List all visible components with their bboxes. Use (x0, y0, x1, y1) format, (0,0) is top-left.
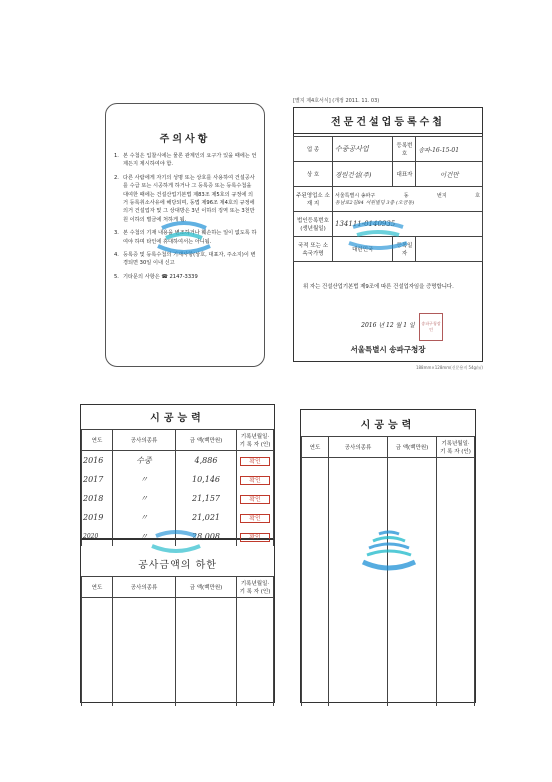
address-ho: 호 (475, 193, 480, 199)
address-value: 동남로2길84 서원빌딩 3층 (오금동) (335, 200, 415, 206)
recorder-stamp (237, 508, 274, 527)
official-seal: 송파구청장인 (419, 313, 443, 341)
certificate-title: 전문건설업등록수첩 (331, 117, 445, 128)
watermark-icon (359, 528, 419, 574)
item-number: 4. (114, 252, 119, 259)
amount-cell: 21,021 (176, 508, 237, 527)
recorder-stamp (237, 489, 274, 508)
column-header: 공사의종류 (113, 430, 176, 451)
nationality-label: 국적 또는 소속국가명 (294, 237, 333, 262)
table-row (82, 508, 274, 527)
stamp-text: 확인 (240, 457, 270, 466)
recorder-stamp (237, 451, 274, 471)
nationality-value: 대한민국 (333, 237, 393, 262)
header-row (302, 437, 475, 458)
item-number: 3. (114, 230, 119, 237)
corporate-number-label: 법인등록번호 (생년월일) (294, 212, 333, 237)
column-header: 연도 (82, 577, 113, 598)
form-number: [별지 제4호서식] (개정 2011. 11. 03) (293, 98, 380, 104)
column-header: 연도 (302, 437, 329, 458)
list-item (114, 152, 258, 169)
table-row (82, 598, 274, 707)
capacity-title: 시공능력 (360, 420, 416, 431)
watermark-icon (154, 214, 214, 254)
kind-cell: 수중 (113, 451, 176, 471)
kind-cell: 〃 (113, 527, 176, 546)
column-header: 공사의종류 (329, 437, 388, 458)
header-row (82, 430, 274, 451)
kind-cell: 〃 (113, 489, 176, 508)
item-text: 본 수첩의 기재 내용을 변조하거나 훼손하는 일이 없도록 하여야 하며 타인에 휴대하여서는 아니됨. (123, 230, 257, 245)
issuer-name: 서울특별시 송파구청장 (350, 345, 426, 354)
notice-title: 주의사항 (159, 134, 211, 145)
representative-value: 이건만 (416, 162, 483, 187)
paper-spec: 188mm×128mm(신문용지 54g/㎡) (415, 365, 483, 370)
item-number: 2. (114, 174, 119, 181)
stamp-text: 확인 (240, 533, 270, 542)
year-cell: 2017 (82, 470, 113, 489)
item-text: 본 수첩은 입찰시에는 물론 관계인의 요구가 있을 때에는 언제든지 제시하여야 함. (123, 153, 257, 168)
notice-card (105, 103, 265, 367)
kind-cell: 〃 (113, 470, 176, 489)
issue-date: 2016 년 12 월 1 일 (361, 322, 415, 329)
address-cell (333, 187, 483, 212)
address-bunji: 번지 (437, 193, 447, 199)
column-header: 기록년월일· 기 록 자 (인) (237, 577, 274, 598)
column-header: 금 액(백만원) (176, 430, 237, 451)
capacity-title: 시공능력 (150, 413, 205, 424)
registration-number-label: 등록번호 (393, 137, 416, 162)
amount-cell: 21,157 (176, 489, 237, 508)
item-text: 기타문의 사항은 ☎ 2147-3339 (123, 273, 198, 280)
year-cell: 2016 (82, 451, 113, 471)
item-text: 다른 사람에게 자기의 성명 또는 상호를 사용하여 건설공사를 수급 또는 시공하게 하거나 그 등록증 또는 등록수첩을 대여한 때에는 건설산업기본법 제83조 제5호의 규정에 의거 등록취소사유에 해당되며, 동법 제96조 제4호의 규정에 의거 건설업자 및 그 상대방은 3년 이하의 징역 또는 3천만원 이하의 벌금에 처하게 됨. (123, 174, 255, 223)
item-number: 5. (114, 273, 119, 280)
business-type-value: 수중공사업 (333, 137, 393, 162)
column-header: 기록년월일· 기 록 자 (인) (237, 430, 274, 451)
header-row (82, 577, 274, 598)
table-row (82, 470, 274, 489)
registration-certificate (293, 98, 483, 370)
stamp-text: 확인 (240, 476, 270, 485)
watermark-icon (146, 526, 206, 556)
address-prefix: 서울특별시 송파구 (335, 193, 376, 199)
certificate-statement: 위 자는 건설산업기본법 제9조에 따른 건설업자임을 증명합니다. (303, 284, 454, 290)
amount-cell: 28,008 (176, 527, 237, 546)
stamp-text: 확인 (240, 514, 270, 523)
item-number: 1. (114, 153, 119, 159)
corporate-number-value: 134111-0140935 (333, 212, 483, 237)
trade-name-label: 상 호 (294, 162, 333, 187)
lower-limit-table (80, 539, 275, 703)
trade-name-value: 경원건설(주) (333, 162, 393, 187)
kind-cell: 〃 (113, 508, 176, 527)
year-cell: 2019 (82, 508, 113, 527)
capacity-table-left (80, 404, 275, 539)
table-row (294, 187, 483, 212)
lower-limit-title: 공사금액의 하한 (138, 560, 217, 571)
address-dong: 동 (403, 193, 409, 199)
watermark-icon (343, 215, 413, 251)
amount-cell: 10,146 (176, 470, 237, 489)
column-header: 공사의종류 (113, 577, 176, 598)
item-text: 등록증 및 등록수첩의 기재사항(상호, 대표자, 주소지)이 변경되면 30일 이내 신고 (123, 252, 256, 267)
lower-limit-grid (81, 576, 274, 706)
table-row (82, 489, 274, 508)
column-header: 금 액(백만원) (176, 577, 237, 598)
registration-date-value (416, 237, 483, 262)
business-type-label: 업 종 (294, 137, 333, 162)
recorder-stamp (237, 470, 274, 489)
table-row (82, 451, 274, 471)
year-cell: 2018 (82, 489, 113, 508)
list-item (114, 273, 258, 281)
capacity-table-right (300, 409, 476, 703)
amount-cell: 4,886 (176, 451, 237, 471)
registration-date-label: 등록일자 (393, 237, 416, 262)
stamp-text: 확인 (240, 495, 270, 504)
address-label: 주된영업소 소 재 지 (294, 187, 333, 212)
column-header: 연도 (82, 430, 113, 451)
table-row (294, 162, 483, 187)
registration-number-value: 송파-16-15-01 (416, 137, 483, 162)
year-cell: 2020 (82, 527, 113, 546)
column-header: 금 액(백만원) (388, 437, 437, 458)
representative-label: 대표자 (393, 162, 416, 187)
column-header: 기록년월일· 기 록 자 (인) (437, 437, 475, 458)
table-row (294, 137, 483, 162)
table-row (302, 458, 475, 707)
